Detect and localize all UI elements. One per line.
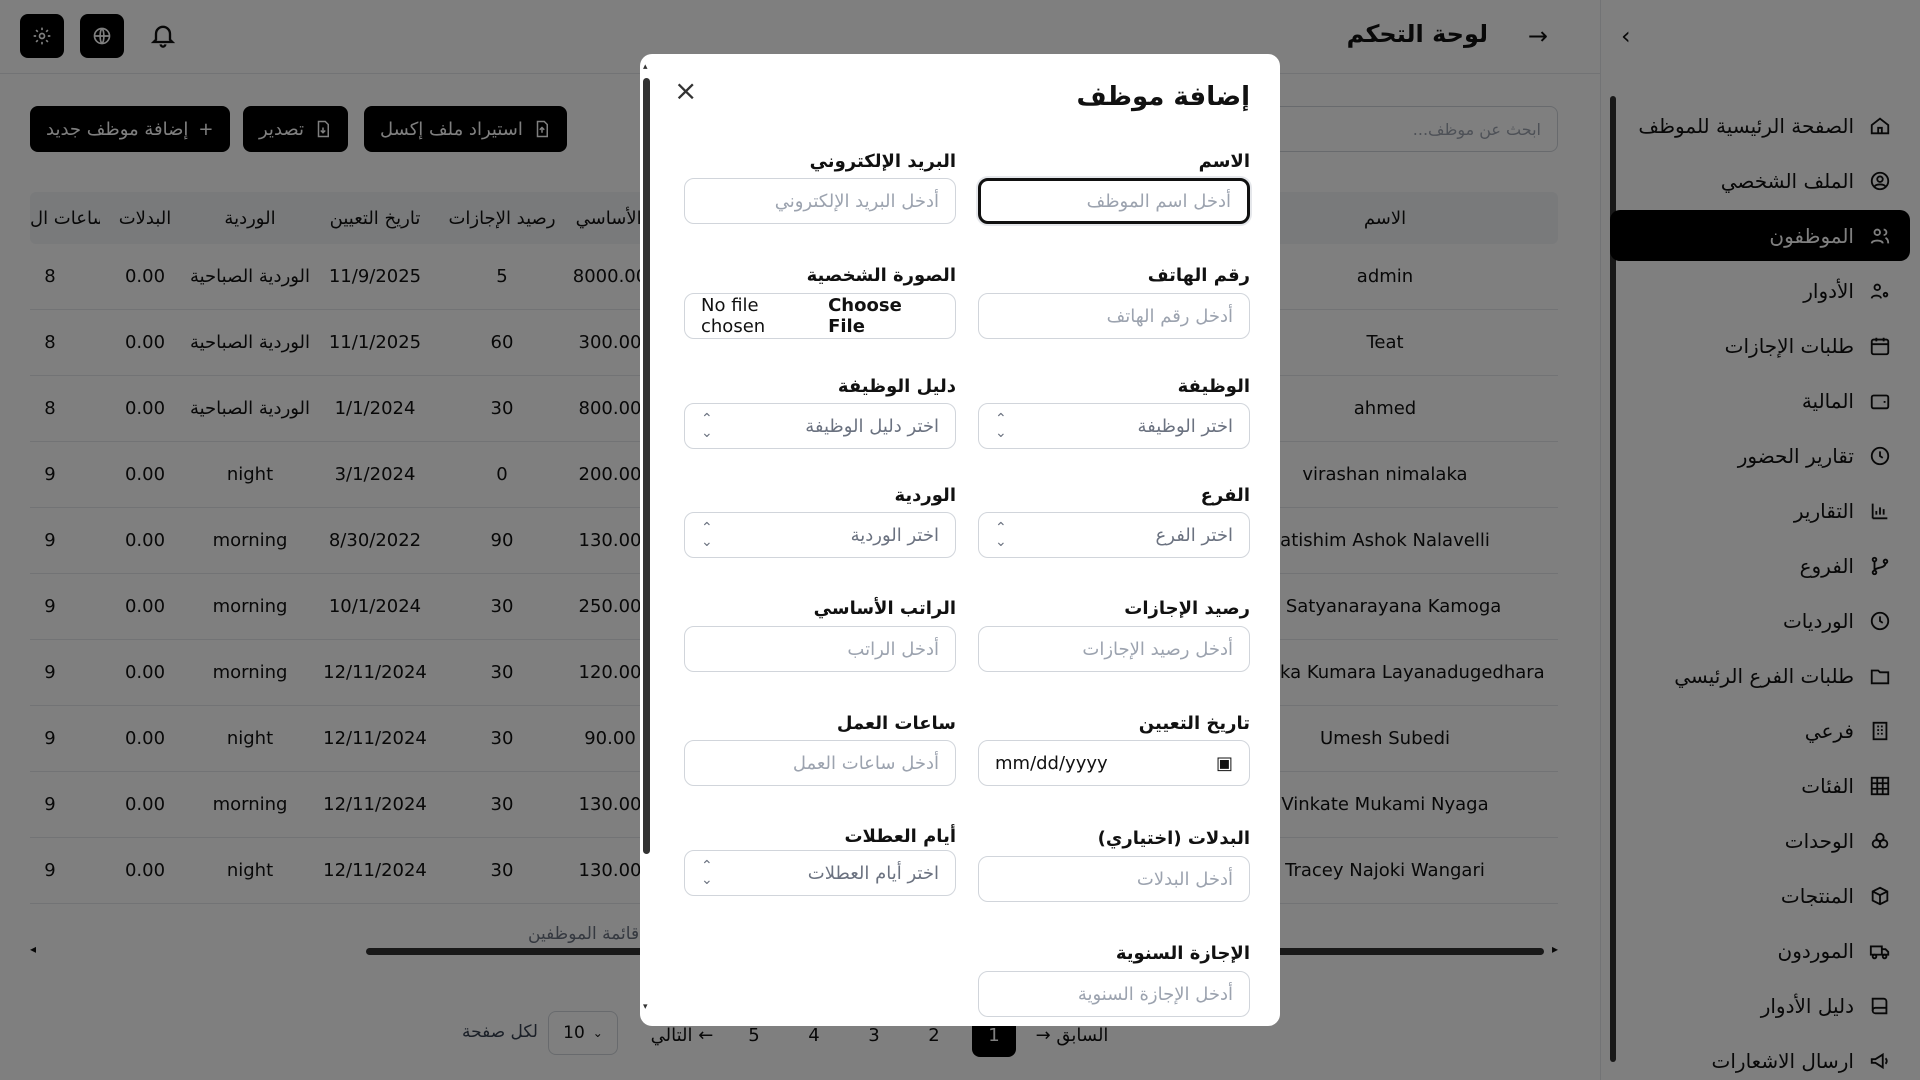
choose-file-button[interactable]: Choose File (828, 295, 902, 337)
allowances-input[interactable] (978, 856, 1250, 902)
holidays-select[interactable] (684, 850, 956, 896)
email-label: البريد الإلكتروني (809, 151, 956, 172)
calendar-icon[interactable]: ▣ (1215, 752, 1233, 774)
hire-date-placeholder: mm/dd/yyyy (995, 752, 1108, 774)
add-employee-modal (640, 54, 1280, 1026)
photo-file-input[interactable] (684, 293, 956, 339)
salary-placeholder: أدخل الراتب (847, 638, 939, 660)
job-select[interactable] (978, 403, 1250, 449)
chevron-updown-icon: ⌃ ⌄ (701, 858, 713, 888)
scroll-down-icon[interactable]: ▾ (643, 1002, 648, 1012)
work-hours-input[interactable] (684, 740, 956, 786)
name-placeholder: أدخل اسم الموظف (1086, 190, 1231, 212)
phone-label: رقم الهاتف (1147, 265, 1250, 286)
job-guide-placeholder: اختر دليل الوظيفة (805, 415, 939, 437)
shift-label: الوردية (894, 485, 956, 506)
work-hours-placeholder: أدخل ساعات العمل (792, 752, 939, 774)
branch-select[interactable] (978, 512, 1250, 558)
shift-select[interactable] (684, 512, 956, 558)
annual-leave-label: الإجازة السنوية (1115, 943, 1250, 964)
annual-leave-input[interactable] (978, 971, 1250, 1017)
email-input[interactable] (684, 178, 956, 224)
job-guide-select[interactable] (684, 403, 956, 449)
modal-scrollbar[interactable] (643, 62, 650, 1012)
branch-label: الفرع (1200, 485, 1250, 506)
phone-placeholder: أدخل رقم الهاتف (1106, 305, 1233, 327)
job-placeholder: اختر الوظيفة (1137, 415, 1233, 437)
hire-date-label: تاريخ التعيين (1138, 713, 1250, 734)
modal-scrollbar-thumb[interactable] (643, 78, 650, 854)
job-label: الوظيفة (1177, 376, 1250, 397)
allowances-label: البدلات (اختياري) (1097, 828, 1250, 849)
holidays-label: أيام العطلات (844, 826, 956, 847)
file-status: No file chosen (701, 295, 766, 337)
photo-label: الصورة الشخصية (806, 265, 956, 286)
close-icon[interactable]: × (674, 74, 698, 107)
chevron-updown-icon: ⌃ ⌄ (995, 520, 1007, 550)
chevron-updown-icon: ⌃ ⌄ (995, 411, 1007, 441)
salary-label: الراتب الأساسي (813, 598, 956, 619)
phone-input[interactable] (978, 293, 1250, 339)
chevron-updown-icon: ⌃ ⌄ (701, 411, 713, 441)
name-label: الاسم (1198, 151, 1250, 172)
annual-leave-placeholder: أدخل الإجازة السنوية (1077, 983, 1233, 1005)
hire-date-input[interactable] (978, 740, 1250, 786)
name-input[interactable] (978, 178, 1250, 224)
shift-placeholder: اختر الوردية (850, 524, 939, 546)
job-guide-label: دليل الوظيفة (837, 376, 956, 397)
work-hours-label: ساعات العمل (836, 713, 956, 734)
leave-balance-placeholder: أدخل رصيد الإجازات (1082, 638, 1233, 660)
salary-input[interactable] (684, 626, 956, 672)
branch-placeholder: اختر الفرع (1155, 524, 1233, 546)
chevron-updown-icon: ⌃ ⌄ (701, 520, 713, 550)
allowances-placeholder: أدخل البدلات (1136, 868, 1233, 890)
holidays-placeholder: اختر أيام العطلات (807, 862, 939, 884)
scroll-up-icon[interactable]: ▴ (643, 62, 648, 72)
email-placeholder: أدخل البريد الإلكتروني (774, 190, 939, 212)
leave-balance-label: رصيد الإجازات (1124, 598, 1250, 619)
modal-title: إضافة موظف (1076, 82, 1250, 112)
leave-balance-input[interactable] (978, 626, 1250, 672)
